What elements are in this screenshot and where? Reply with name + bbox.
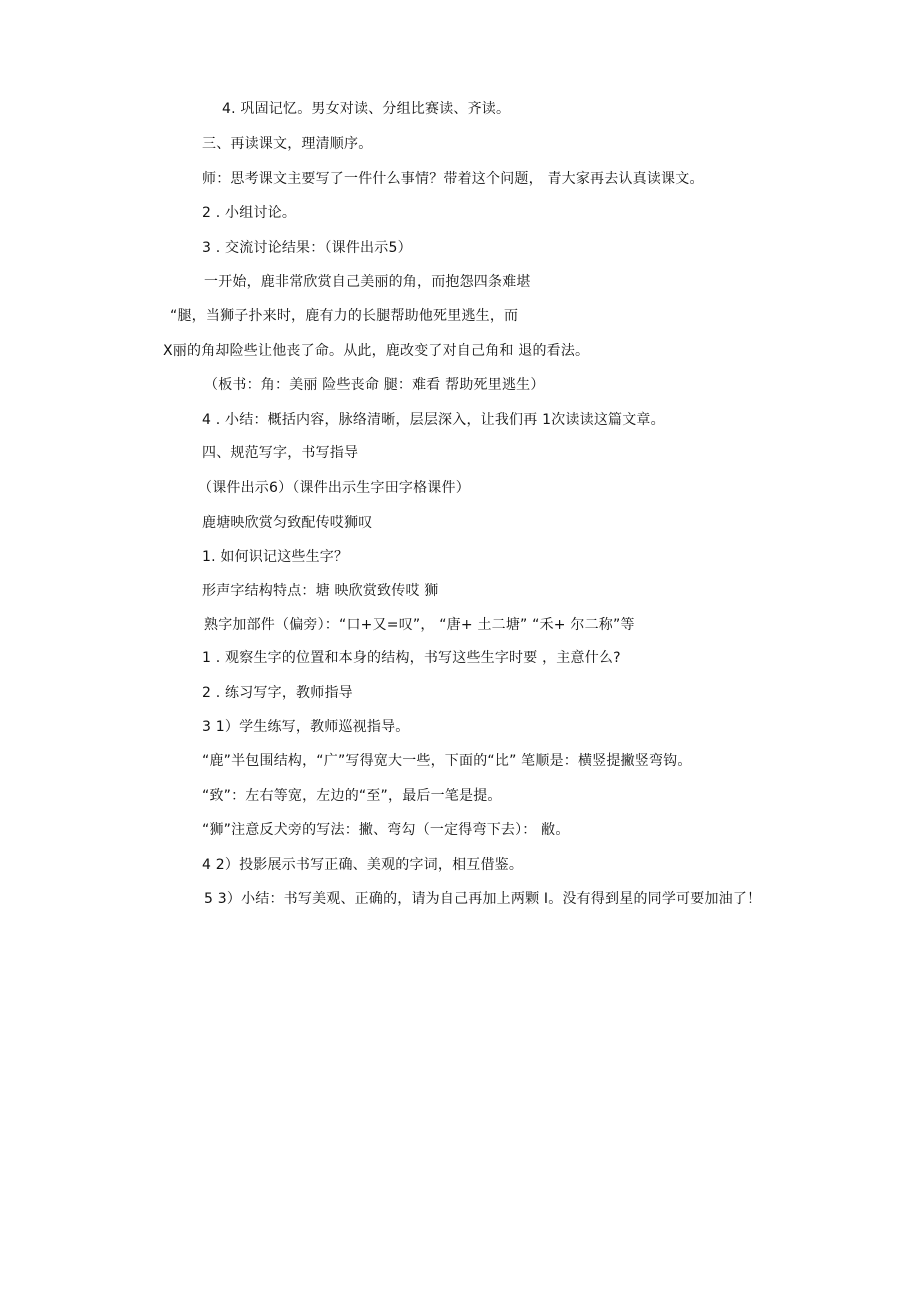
- text-line: 2 . 练习写字，教师指导: [202, 685, 353, 701]
- text-line: “致”：左右等宽，左边的“至”，最后一笔是提。: [202, 788, 502, 804]
- section-heading: 三、再读课文，理清顺序。: [202, 136, 373, 152]
- text-line: 4 2）投影展示书写正确、美观的字词，相互借鉴。: [202, 857, 524, 873]
- text-line: 一开始，鹿非常欣赏自己美丽的角，而抱怨四条难堪: [204, 274, 531, 290]
- text-line: 1. 如何识记这些生字？: [202, 549, 349, 565]
- text-line: 4 . 小结：概括内容，脉络清晰，层层深入，让我们再 1次读读这篇文章。: [202, 412, 665, 428]
- text-line: X丽的角却险些让他丧了命。从此，鹿改变了对自己角和 退的看法。: [163, 343, 590, 359]
- text-line: 1 . 观察生字的位置和本身的结构，书写这些生字时要 ，主意什么?: [202, 650, 621, 666]
- section-heading: 四、规范写字，书写指导: [202, 445, 359, 461]
- text-line: （板书：角：美丽 险些丧命 腿：难看 帮助死里逃生）: [204, 377, 545, 393]
- text-line: “鹿”半包围结构，“广”写得宽大一些，下面的“比” 笔顺是：横竖提撇竖弯钩。: [202, 753, 692, 769]
- text-line: 形声字结构特点：塘 映欣赏致传哎 狮: [202, 583, 439, 599]
- text-line: 5 3）小结：书写美观、正确的，请为自己再加上两颗 I。没有得到星的同学可要加油了！: [204, 891, 762, 907]
- text-line: “狮”注意反犬旁的写法：撇、弯勾（一定得弯下去）： 敝。: [202, 822, 570, 838]
- text-line: 师：思考课文主要写了一件什么事情？带着这个问题， 青大家再去认真读课文。: [202, 171, 704, 187]
- text-line: 3 1）学生练写，教师巡视指导。: [202, 719, 410, 735]
- text-line: 3 . 交流讨论结果：（课件出示5）: [202, 240, 412, 256]
- text-line: “腿，当狮子扑来时，鹿有力的长腿帮助他死里逃生，而: [170, 308, 519, 324]
- text-line: 4. 巩固记忆。男女对读、分组比赛读、齐读。: [222, 101, 511, 117]
- text-line: 鹿塘映欣赏匀致配传哎狮叹: [202, 515, 373, 531]
- text-line: （课件出示6）（课件出示生字田字格课件）: [198, 480, 470, 496]
- text-line: 2 . 小组讨论。: [202, 205, 297, 221]
- text-line: 熟字加部件（偏旁）：“口+又=叹”， “唐+ 土二塘” “禾+ 尔二称”等: [204, 617, 635, 633]
